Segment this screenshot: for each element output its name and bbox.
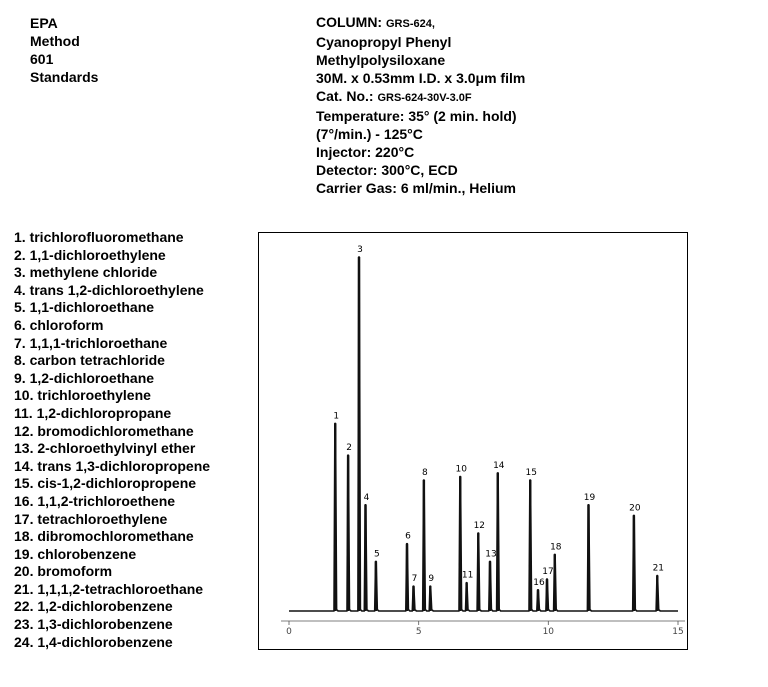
injector-line: Injector: 220°C <box>316 144 415 160</box>
temperature-line: Temperature: 35° (2 min. hold) <box>316 108 517 124</box>
peak-label-2: 2 <box>346 443 352 454</box>
peak-label-20: 20 <box>629 503 641 514</box>
compound-item: 8. carbon tetrachloride <box>14 352 165 369</box>
peak-label-6: 6 <box>405 531 411 542</box>
cat-value: GRS-624-30V-3.0F <box>377 92 472 104</box>
peak-label-10: 10 <box>455 464 467 475</box>
compound-item: 24. 1,4-dichlorobenzene <box>14 633 173 650</box>
column-line <box>316 13 525 33</box>
peak-label-14: 14 <box>493 460 505 471</box>
method-line-agency: EPA <box>30 15 58 31</box>
method-title <box>30 14 98 86</box>
compound-item: 10. trichloroethylene <box>14 387 151 404</box>
column-conditions <box>316 13 525 197</box>
compound-item: 11. 1,2-dichloropropane <box>14 404 172 421</box>
detector-line: Detector: 300°C, ECD <box>316 162 458 178</box>
compound-item: 18. dibromochloromethane <box>14 528 194 545</box>
x-tick-label: 10 <box>542 627 555 637</box>
compound-item: 20. bromoform <box>14 563 113 580</box>
peak-label-19: 19 <box>583 492 596 503</box>
peak-label-21: 21 <box>652 563 665 574</box>
peak-label-18: 18 <box>550 542 562 553</box>
phase-line-1: Cyanopropyl Phenyl <box>316 34 452 50</box>
column-dimensions: 30M. x 0.53mm I.D. x 3.0μm film <box>316 70 526 86</box>
compound-item: 23. 1,3-dichlorobenzene <box>14 616 173 633</box>
compound-list <box>14 229 210 651</box>
peak-label-5: 5 <box>374 549 380 560</box>
cat-label: Cat. No.: <box>316 88 374 104</box>
peak-label-8: 8 <box>422 468 428 478</box>
method-line-standards: Standards <box>30 69 99 85</box>
peak-label-7: 7 <box>411 574 418 585</box>
compound-item: 14. trans 1,3-dichloropropene <box>14 457 211 474</box>
peak-label-15: 15 <box>525 468 537 478</box>
compound-item: 12. bromodichloromethane <box>14 422 194 439</box>
peak-label-3: 3 <box>357 245 363 255</box>
ramp-line: (7°/min.) - 125°C <box>316 126 423 142</box>
peak-label-13: 13 <box>485 549 497 560</box>
peak-label-9: 9 <box>428 574 435 585</box>
column-value: GRS-624, <box>386 18 435 30</box>
compound-item: 2. 1,1-dichloroethylene <box>14 246 166 263</box>
compound-item: 6. chloroform <box>14 316 104 333</box>
compound-item: 19. chlorobenzene <box>14 545 137 562</box>
peak-label-11: 11 <box>461 570 474 581</box>
compound-item: 17. tetrachloroethylene <box>14 510 168 527</box>
compound-item: 9. 1,2-dichloroethane <box>14 369 155 386</box>
peak-label-1: 1 <box>333 411 340 422</box>
cat-line <box>316 87 525 107</box>
compound-item: 1. trichlorofluoromethane <box>14 229 184 245</box>
peak-label-12: 12 <box>473 521 486 532</box>
compound-item: 3. methylene chloride <box>14 264 158 281</box>
compound-item: 15. cis-1,2-dichloropropene <box>14 475 197 492</box>
method-line-method: Method <box>30 33 80 49</box>
compound-item: 22. 1,2-dichlorobenzene <box>14 598 173 615</box>
phase-line-2: Methylpolysiloxane <box>316 52 446 68</box>
compound-item: 4. trans 1,2-dichloroethylene <box>14 281 204 298</box>
compound-item: 21. 1,1,1,2-tetrachloroethane <box>14 580 204 597</box>
compound-item: 7. 1,1,1-trichloroethane <box>14 334 168 351</box>
peak-label-17: 17 <box>542 567 554 578</box>
x-tick-label: 5 <box>415 627 422 637</box>
chromatogram-chart <box>259 233 687 649</box>
compound-item: 13. 2-chloroethylvinyl ether <box>14 440 196 457</box>
peak-label-16: 16 <box>533 577 545 588</box>
method-line-number: 601 <box>30 51 54 67</box>
carrier-gas-line: Carrier Gas: 6 ml/min., Helium <box>316 180 516 196</box>
compound-item: 16. 1,1,2-trichloroethene <box>14 492 176 509</box>
chromatogram-frame <box>258 232 688 650</box>
x-tick-label: 15 <box>672 627 684 637</box>
compound-item: 5. 1,1-dichloroethane <box>14 299 155 316</box>
peak-label-4: 4 <box>363 492 370 503</box>
x-tick-label: 0 <box>286 627 292 637</box>
column-label: COLUMN: <box>316 14 383 30</box>
